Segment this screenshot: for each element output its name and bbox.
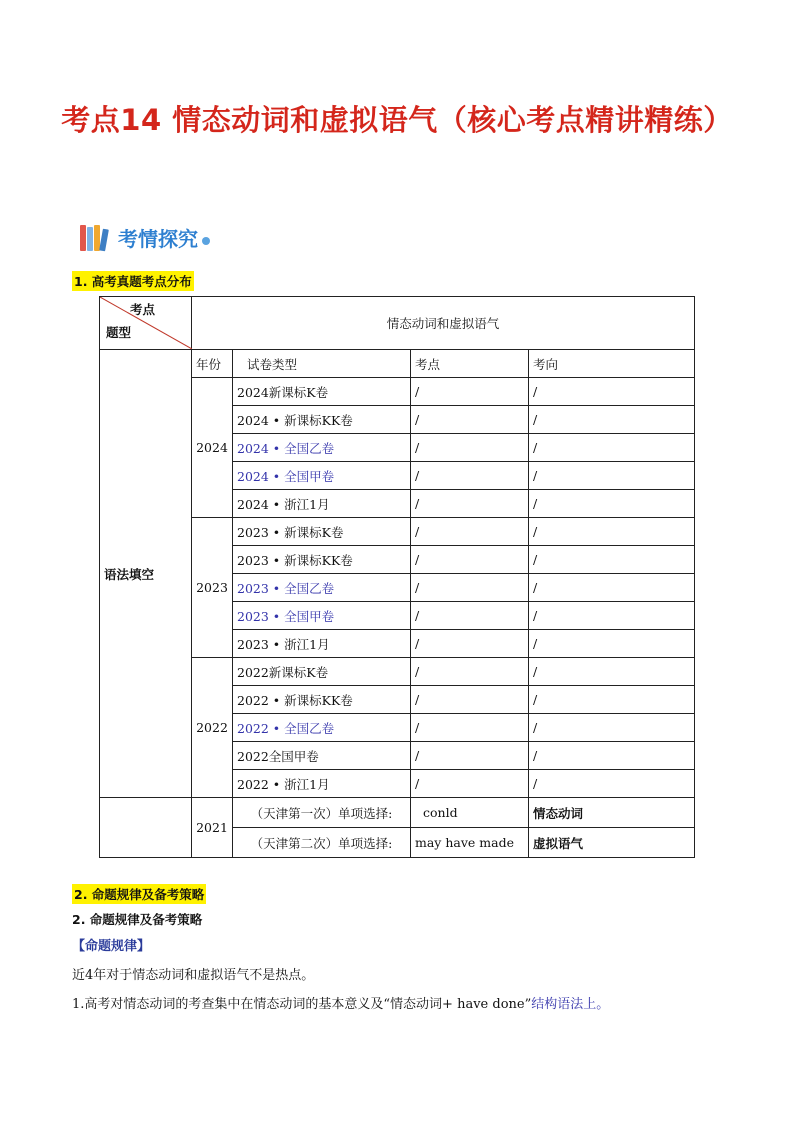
direction-cell: / — [529, 574, 695, 602]
paper-cell: 2024新课标K卷 — [233, 378, 411, 406]
year-cell: 2024 — [192, 378, 233, 518]
direction-cell: / — [529, 742, 695, 770]
direction-cell: / — [529, 630, 695, 658]
table-header-main: 情态动词和虚拟语气 — [192, 297, 695, 350]
paper-cell: 2024 • 全国乙卷 — [233, 434, 411, 462]
direction-cell: / — [529, 686, 695, 714]
direction-cell: / — [529, 770, 695, 798]
direction-cell: / — [529, 658, 695, 686]
point-cell: / — [411, 518, 529, 546]
col-point-header: 考点 — [411, 350, 529, 378]
direction-cell: / — [529, 462, 695, 490]
exam-distribution-table — [99, 296, 695, 858]
paper-cell: 2023 • 全国甲卷 — [233, 602, 411, 630]
rule-label: 【命题规律】 — [72, 939, 151, 954]
year-cell: 2022 — [192, 658, 233, 798]
point-cell: / — [411, 658, 529, 686]
direction-cell: / — [529, 518, 695, 546]
col-year-header: 年份 — [192, 350, 233, 378]
point-cell: / — [411, 602, 529, 630]
paper-cell: 2023 • 浙江1月 — [233, 630, 411, 658]
paper-cell: 2022全国甲卷 — [233, 742, 411, 770]
point-cell: / — [411, 546, 529, 574]
direction-cell: / — [529, 490, 695, 518]
direction-cell: / — [529, 378, 695, 406]
paper-cell: （天津第一次）单项选择: — [233, 798, 411, 828]
year-cell: 2021 — [192, 798, 233, 858]
question-type-cell: 语法填空 — [100, 350, 192, 798]
books-icon — [80, 223, 114, 251]
point-cell: / — [411, 574, 529, 602]
direction-cell: / — [529, 406, 695, 434]
paper-cell: 2022新课标K卷 — [233, 658, 411, 686]
paper-cell: （天津第二次）单项选择: — [233, 828, 411, 858]
direction-cell: / — [529, 434, 695, 462]
paper-cell: 2022 • 新课标KK卷 — [233, 686, 411, 714]
point-cell: may have made — [411, 828, 529, 858]
point-cell: / — [411, 630, 529, 658]
direction-cell: 情态动词 — [529, 798, 695, 828]
table-row — [100, 798, 695, 828]
point-cell: / — [411, 742, 529, 770]
page-title: 考点14 情态动词和虚拟语气（核心考点精讲精练） — [61, 103, 733, 137]
paper-cell: 2024 • 浙江1月 — [233, 490, 411, 518]
point-cell: / — [411, 490, 529, 518]
paper-cell: 2023 • 新课标KK卷 — [233, 546, 411, 574]
point-cell: / — [411, 378, 529, 406]
paper-cell: 2024 • 全国甲卷 — [233, 462, 411, 490]
paper-cell: 2022 • 全国乙卷 — [233, 714, 411, 742]
rule-line-2: 1.高考对情态动词的考查集中在情态动词的基本意义及“情态动词+ have done”结构语法上。 — [72, 997, 610, 1012]
type-empty-cell — [100, 798, 192, 858]
banner-dot-icon — [202, 237, 210, 245]
corner-top-label: 考点 — [129, 302, 155, 317]
direction-cell: / — [529, 602, 695, 630]
point-cell: / — [411, 686, 529, 714]
section2-subheading: 2. 命题规律及备考策略 — [72, 912, 203, 927]
year-cell: 2023 — [192, 518, 233, 658]
point-cell: / — [411, 462, 529, 490]
paper-cell: 2024 • 新课标KK卷 — [233, 406, 411, 434]
point-cell: conld — [411, 798, 529, 828]
direction-cell: 虚拟语气 — [529, 828, 695, 858]
point-cell: / — [411, 434, 529, 462]
rule-line-1: 近4年对于情态动词和虚拟语气不是热点。 — [72, 968, 315, 983]
paper-cell: 2023 • 新课标K卷 — [233, 518, 411, 546]
paper-cell: 2022 • 浙江1月 — [233, 770, 411, 798]
col-direction-header: 考向 — [529, 350, 695, 378]
direction-cell: / — [529, 546, 695, 574]
paper-cell: 2023 • 全国乙卷 — [233, 574, 411, 602]
banner-text: 考情探究 — [118, 226, 198, 251]
section2-heading: 2. 命题规律及备考策略 — [72, 884, 206, 904]
point-cell: / — [411, 714, 529, 742]
point-cell: / — [411, 770, 529, 798]
col-paper-header: 试卷类型 — [233, 350, 411, 378]
corner-bottom-label: 题型 — [106, 325, 132, 340]
point-cell: / — [411, 406, 529, 434]
section-banner — [80, 220, 210, 254]
section1-heading: 1. 高考真题考点分布 — [72, 271, 194, 291]
corner-cell — [100, 297, 192, 350]
direction-cell: / — [529, 714, 695, 742]
